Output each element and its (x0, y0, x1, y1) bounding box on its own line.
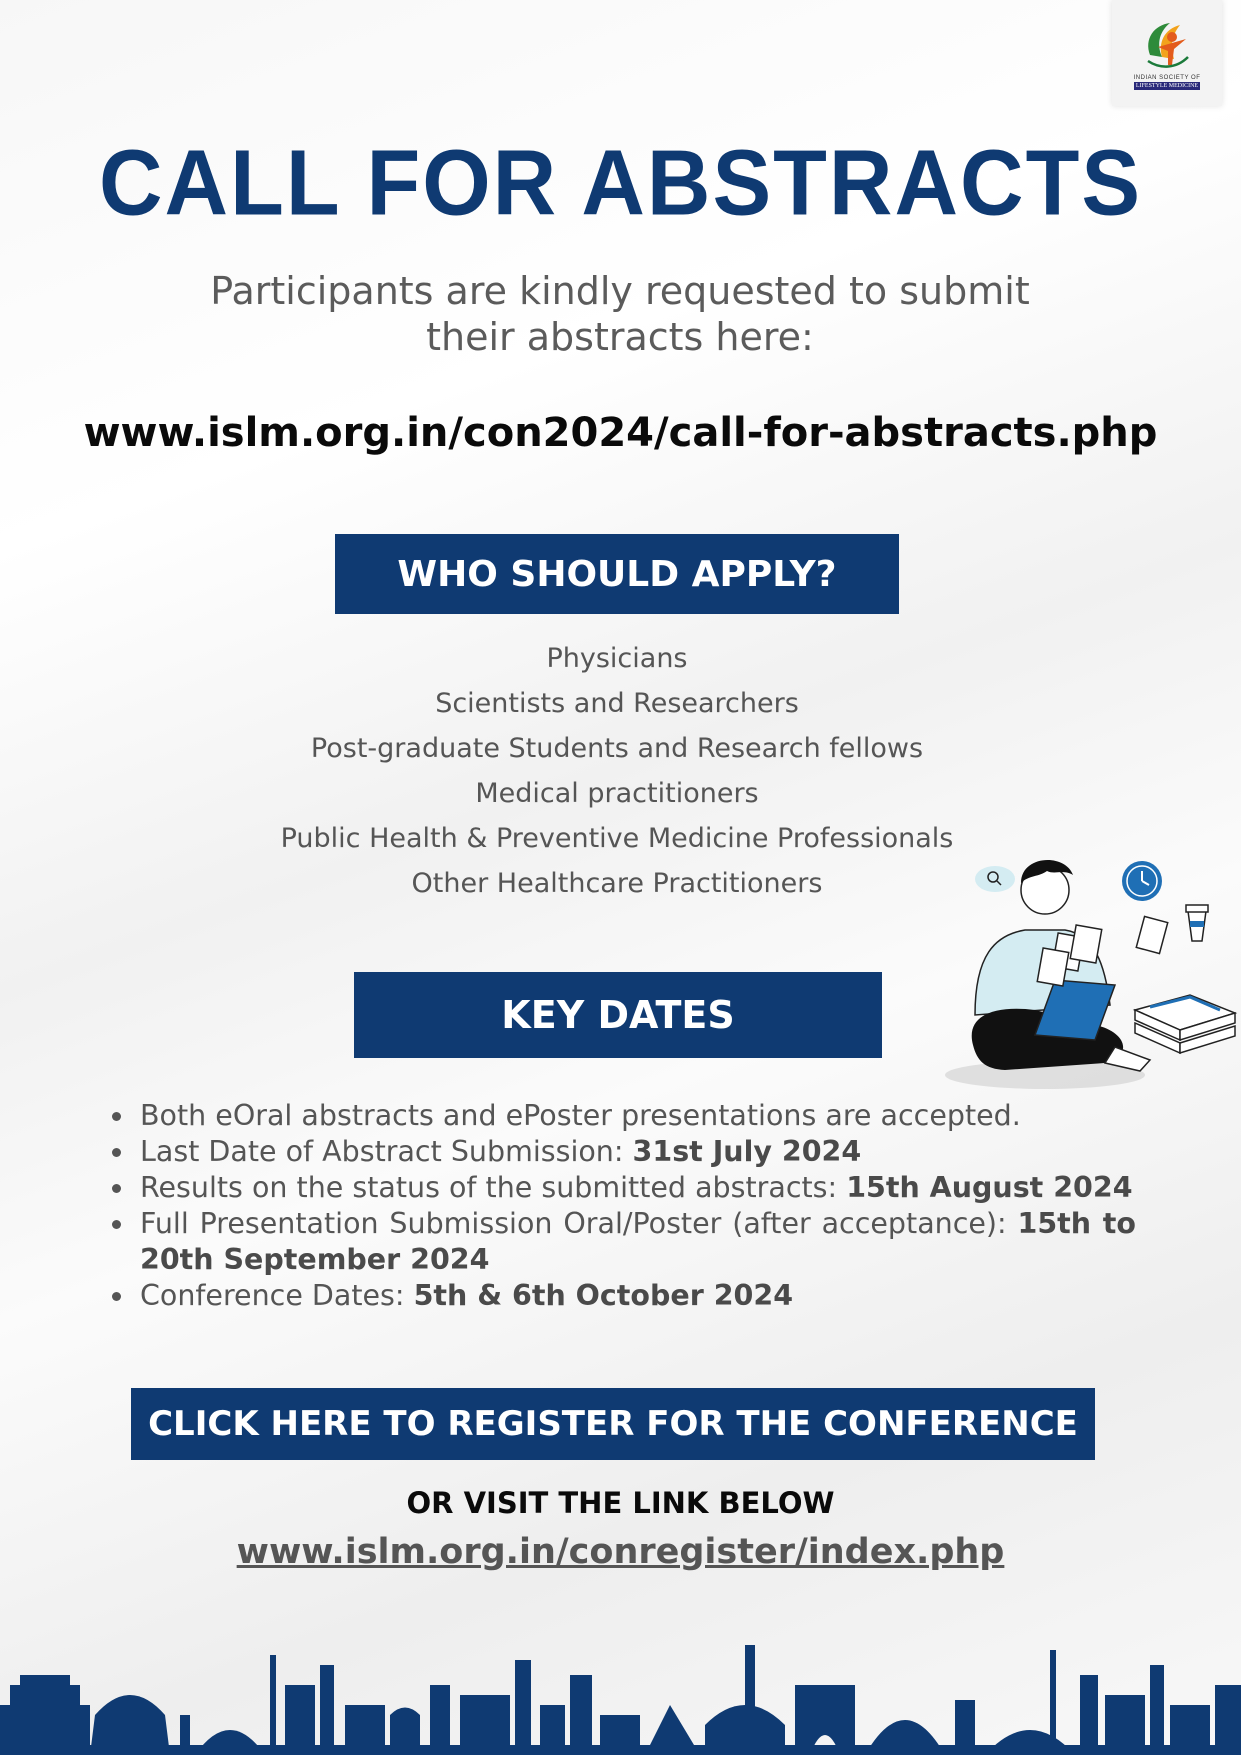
logo-org-line-1: INDIAN SOCIETY OF (1133, 74, 1201, 81)
or-visit-label: OR VISIT THE LINK BELOW (406, 1486, 835, 1520)
list-item: Physicians (546, 643, 688, 674)
list-item: Other Healthcare Practitioners (411, 868, 823, 899)
list-item: Results on the status of the submitted abstracts: 15th August 2024 (104, 1170, 1136, 1206)
page-title: CALL FOR ABSTRACTS (98, 130, 1143, 235)
list-item: Full Presentation Submission Oral/Poster (after acceptance): 15th to 20th September 2024 (104, 1206, 1136, 1278)
islm-logo (1112, 0, 1222, 106)
list-item: Scientists and Researchers (435, 688, 799, 719)
person-laptop-illustration (935, 835, 1241, 1097)
list-item: Post-graduate Students and Research fellows (310, 733, 924, 764)
coffee-cup-icon (1186, 905, 1208, 941)
list-item: Last Date of Abstract Submission: 31st July 2024 (104, 1134, 1136, 1170)
key-dates-heading: KEY DATES (354, 972, 882, 1058)
list-item: Public Health & Preventive Medicine Professionals (280, 823, 954, 854)
list-item: Conference Dates: 5th & 6th October 2024 (104, 1278, 1136, 1314)
logo-icon (1136, 17, 1198, 73)
register-button[interactable]: CLICK HERE TO REGISTER FOR THE CONFERENCE (131, 1388, 1095, 1460)
clock-icon (1122, 861, 1162, 901)
who-should-apply-heading: WHO SHOULD APPLY? (335, 534, 899, 614)
key-dates-list (104, 1098, 1136, 1314)
city-skyline-illustration (0, 1645, 1241, 1755)
list-item: Medical practitioners (475, 778, 759, 809)
search-bubble-icon (975, 866, 1015, 892)
abstract-submission-link[interactable]: www.islm.org.in/con2024/call-for-abstracts.php (83, 410, 1158, 456)
subtitle: Participants are kindly requested to submit their abstracts here: (210, 269, 1030, 359)
list-item: Both eOral abstracts and ePoster presentations are accepted. (104, 1098, 1136, 1134)
who-should-apply-list (170, 636, 1064, 906)
logo-org-line-2: LIFESTYLE MEDICINE (1135, 82, 1199, 89)
register-link[interactable]: www.islm.org.in/conregister/index.php (236, 1532, 1005, 1572)
